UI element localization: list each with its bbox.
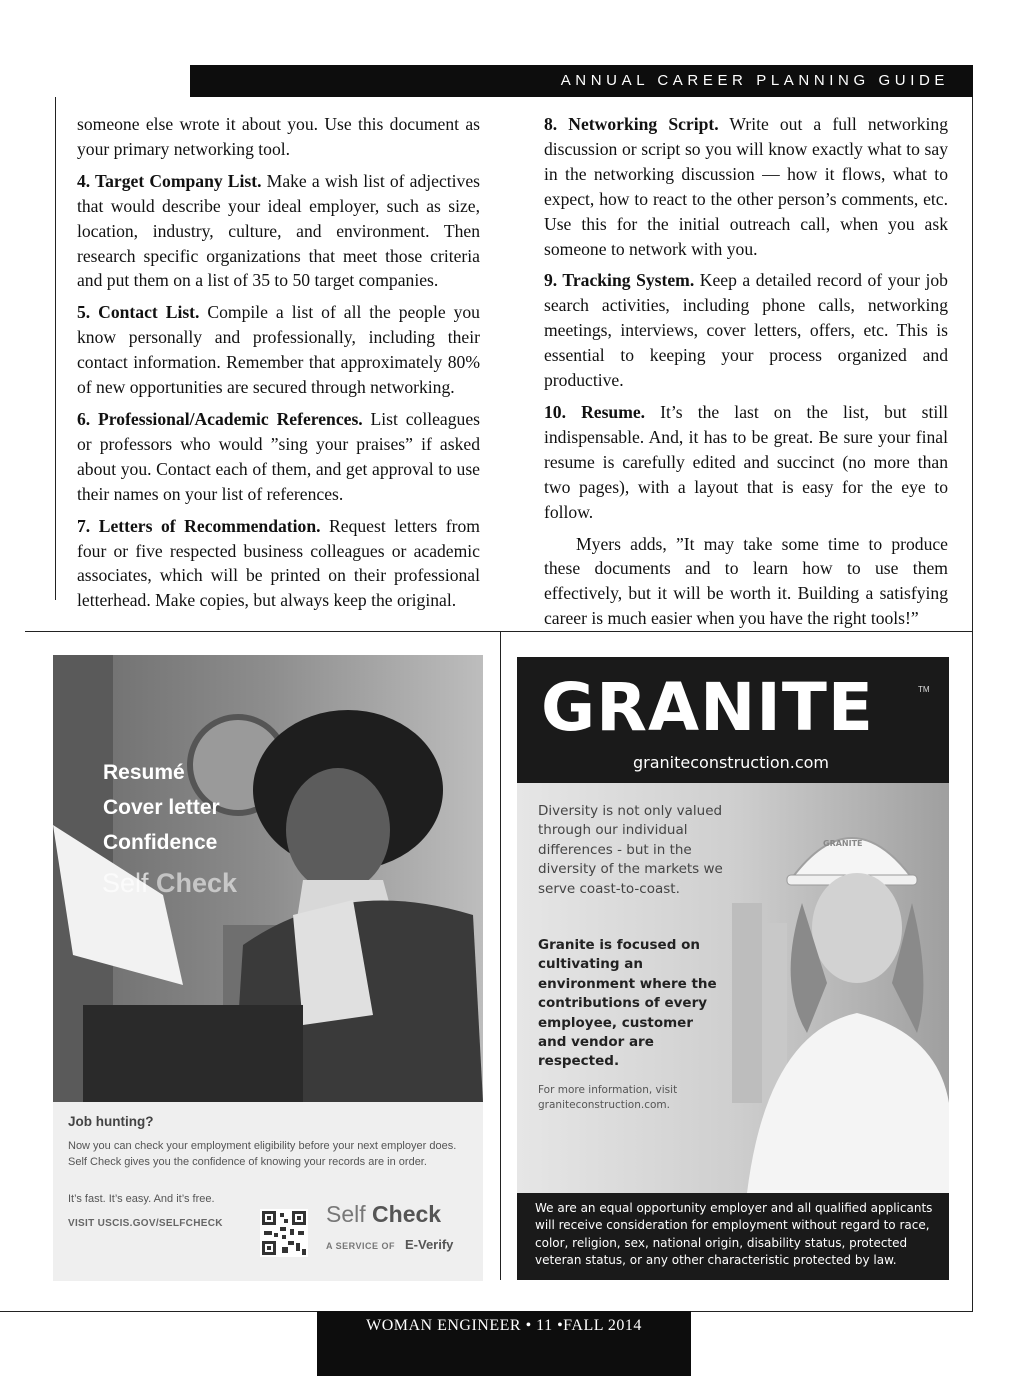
cover-letter-word: Cover letter bbox=[103, 796, 220, 819]
granite-logo: GRANITE bbox=[541, 669, 874, 746]
granite-photo bbox=[517, 783, 949, 1193]
ad-body: Now you can check your employment eligibility before your next employer does. Self Check gives you the confidence of knowing your records are in order. bbox=[68, 1140, 457, 1168]
selfcheck-logo-large: Self Check bbox=[102, 868, 238, 898]
list-item: 10. Resume. It’s the last on the list, but still indispensable. And, it has to be great. Be sure your final resume is carefully edited and succinct (no more than two pages), with a layout that is easy for the eye to follow. bbox=[544, 401, 948, 522]
list-item: 7. Letters of Recommendation. Request letters from four or five respected business colleagues or academic associates, which will be printed on their professional letterhead. Make copies, but always keep the original. bbox=[77, 515, 480, 611]
selfcheck-photo bbox=[53, 655, 483, 1102]
page-footer bbox=[317, 1311, 691, 1376]
article-column-left bbox=[77, 112, 480, 620]
selfcheck-ad[interactable] bbox=[53, 655, 483, 1281]
list-item: 8. Networking Script. Write out a full networking discussion or script so you will know exactly what to say in the networking discussion — how it flows, what to expect, how to react to the other person’s comments, etc. Use this for the initial outreach call, when you ask someone to network with you. bbox=[544, 114, 948, 259]
paragraph: someone else wrote it about you. Use this document as your primary networking tool. bbox=[77, 114, 480, 159]
focus-text: Granite is focused on cultivating an environment where the contributions of every employee, customer and vendor are respected. bbox=[538, 937, 717, 1070]
granite-url[interactable]: graniteconstruction.com bbox=[633, 753, 829, 772]
diversity-text: Diversity is not only valued through our individual differences - but in the diversity of the markets we serve coast-to-coast. bbox=[538, 803, 723, 897]
section-title: ANNUAL CAREER PLANNING GUIDE bbox=[560, 72, 949, 89]
selfcheck-logo: Self Check bbox=[326, 1201, 442, 1227]
article-column-right bbox=[544, 112, 948, 638]
confidence-word: Confidence bbox=[103, 831, 218, 854]
granite-ad[interactable] bbox=[517, 657, 949, 1280]
header-bar bbox=[190, 65, 973, 97]
left-rule bbox=[55, 97, 56, 600]
service-of-label: A SERVICE OF bbox=[326, 1241, 396, 1251]
eeo-statement: We are an equal opportunity employer and all qualified applicants will receive consideration for employment without regard to race, color, religion, sex, national origin, disability status, protected veteran status, or any other characteristic protected by law. bbox=[535, 1201, 933, 1267]
qr-code-icon[interactable] bbox=[260, 1209, 308, 1257]
list-item: 9. Tracking System. Keep a detailed record of your job search activities, including phone calls, networking meetings, interviews, cover letters, offers, etc. This is essential to keeping your process organized and productive. bbox=[544, 270, 948, 391]
everify-logo: E-Verify bbox=[405, 1237, 454, 1252]
list-item: 4. Target Company List. Make a wish list of adjectives that would describe your ideal employer, such as size, location, industry, culture, and environment. Then research specific organizations that meet those criteria and put them on a list of 35 to 50 target companies. bbox=[77, 170, 480, 291]
hardhat-logo: GRANITE bbox=[823, 839, 863, 848]
selfcheck-copy bbox=[53, 1102, 483, 1281]
list-item: 5. Contact List. Compile a list of all the people you know personally and professionally, including their contact information. Remember that approximately 80% of new opportunities are secured through networking. bbox=[77, 302, 480, 398]
closing-paragraph: Myers adds, ”It may take some time to produce these documents and to learn how to use them effectively, but it will be worth it. Building a satisfying career is much easier when you have the right tools!” bbox=[544, 533, 948, 629]
ad-tagline: It’s fast. It’s easy. And it’s free. bbox=[68, 1193, 215, 1205]
more-info-text: For more information, visit graniteconstruction.com. bbox=[538, 1084, 678, 1111]
right-rule bbox=[972, 97, 973, 1312]
ad-headline: Job hunting? bbox=[68, 1114, 154, 1129]
ads-divider bbox=[500, 632, 501, 1280]
folio: WOMAN ENGINEER • 11 •FALL 2014 bbox=[366, 1317, 642, 1334]
resume-word: Resumé bbox=[103, 761, 185, 784]
trademark-mark: TM bbox=[918, 685, 930, 694]
ad-visit-link[interactable]: VISIT USCIS.GOV/SELFCHECK bbox=[68, 1218, 223, 1229]
list-item: 6. Professional/Academic References. List colleagues or professors who would ”sing your praises” if asked about you. Contact each of them, and get approval to use their names on your list of references. bbox=[77, 408, 480, 504]
